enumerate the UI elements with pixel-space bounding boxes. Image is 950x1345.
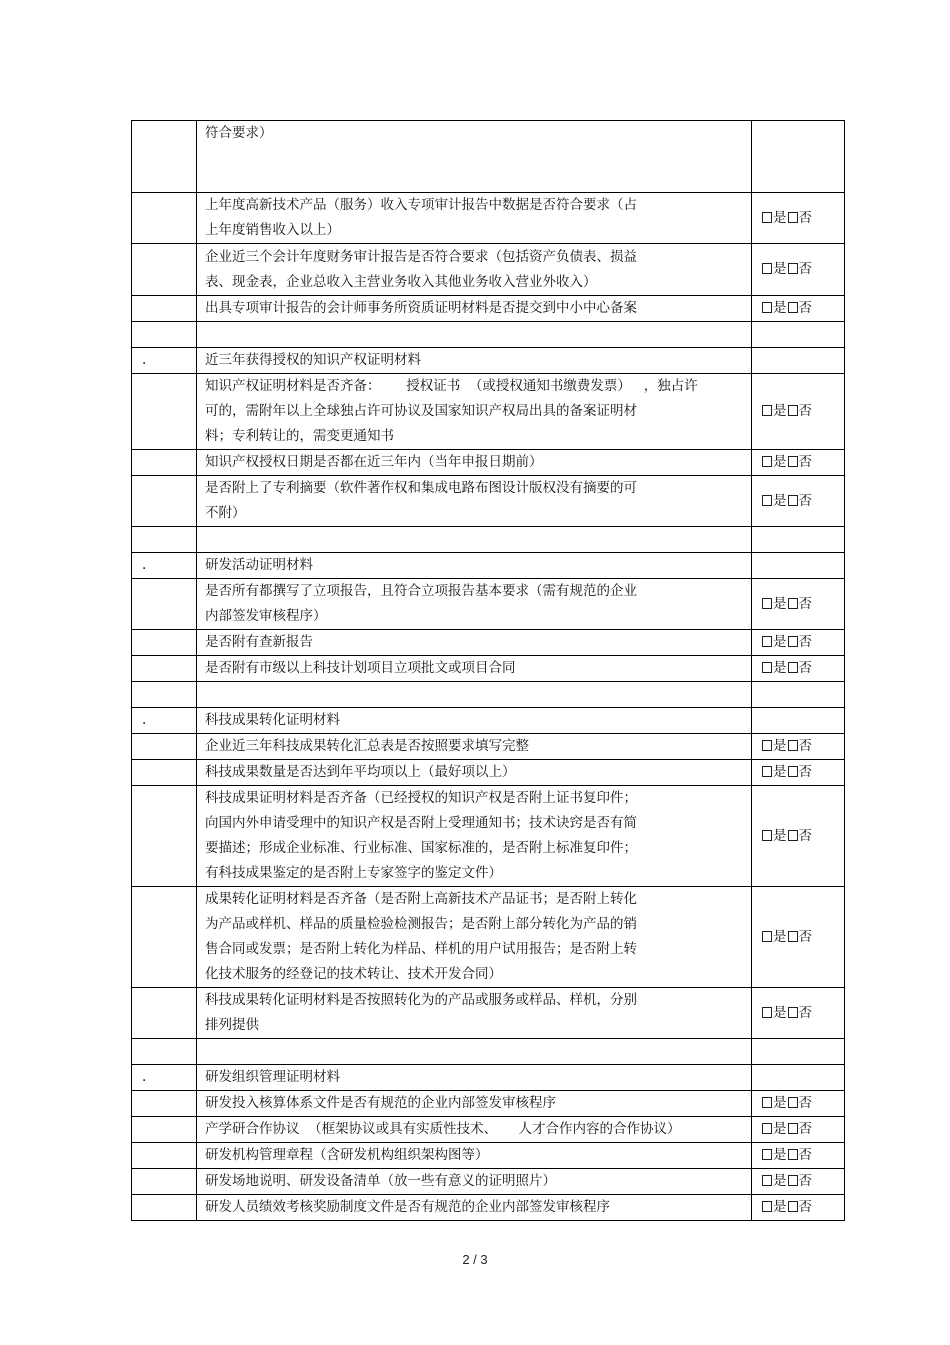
check-label-yes: 是 xyxy=(773,492,787,509)
check-label-yes: 是 xyxy=(773,1121,787,1137)
table-row xyxy=(132,988,845,1039)
check-label-no: 否 xyxy=(798,738,812,754)
check-label-no: 否 xyxy=(798,1199,812,1215)
checkbox-yes[interactable] xyxy=(762,1201,772,1212)
table-row xyxy=(132,786,845,887)
item-text xyxy=(197,1039,752,1065)
row-number-cell xyxy=(132,374,197,450)
checkbox-no[interactable] xyxy=(788,1201,798,1212)
row-number-cell xyxy=(132,296,197,322)
check-cell xyxy=(752,1117,845,1143)
check-label-yes: 是 xyxy=(773,827,787,844)
section-title: 科技成果转化证明材料 xyxy=(197,708,752,734)
section-title: 研发组织管理证明材料 xyxy=(197,1065,752,1091)
checkbox-no[interactable] xyxy=(788,598,798,609)
check-label-yes: 是 xyxy=(773,738,787,754)
check-label-no: 否 xyxy=(798,209,812,226)
check-label-yes: 是 xyxy=(773,1173,787,1189)
row-number-cell xyxy=(132,1169,197,1195)
check-label-no: 否 xyxy=(798,764,812,780)
item-text: 科技成果转化证明材料是否按照转化为的产品或服务或样品、样机，分别 排列提供 xyxy=(197,988,752,1039)
blank-row xyxy=(132,1039,845,1065)
item-text: 是否附上了专利摘要（软件著作权和集成电路布图设计版权没有摘要的可 不附） xyxy=(197,476,752,527)
row-number-cell xyxy=(132,450,197,476)
check-label-no: 否 xyxy=(798,595,812,612)
check-cell xyxy=(752,244,845,296)
check-label-no: 否 xyxy=(798,634,812,650)
table-row xyxy=(132,760,845,786)
check-cell xyxy=(752,988,845,1039)
row-number-cell xyxy=(132,1117,197,1143)
checkbox-yes[interactable] xyxy=(762,1149,772,1160)
row-number-cell xyxy=(132,734,197,760)
item-text: 是否附有市级以上科技计划项目立项批文或项目合同 xyxy=(197,656,752,682)
checkbox-yes[interactable] xyxy=(762,263,772,274)
check-cell xyxy=(752,1065,845,1091)
check-label-no: 否 xyxy=(798,454,812,470)
checkbox-no[interactable] xyxy=(788,302,798,313)
check-label-no: 否 xyxy=(798,261,812,277)
table-row xyxy=(132,1195,845,1221)
checklist-table xyxy=(131,120,845,1221)
checkbox-yes[interactable] xyxy=(762,830,772,841)
table-row xyxy=(132,734,845,760)
item-text: 成果转化证明材料是否齐备（是否附上高新技术产品证书；是否附上转化 为产品或样机、样品的质量检验检测报告；是否附上部分转化为产品的销 售合同或发票；是否附上转化为样品、样机的用户试用报告；是否附上转 化技术服务的经登记的技术转让、技术开发合同） xyxy=(197,887,752,988)
check-cell xyxy=(752,527,845,553)
checkbox-yes[interactable] xyxy=(762,1097,772,1108)
check-label-yes: 是 xyxy=(773,454,787,470)
row-number-cell xyxy=(132,682,197,708)
row-number-cell: . xyxy=(132,348,197,374)
checkbox-yes[interactable] xyxy=(762,456,772,467)
check-cell xyxy=(752,121,845,193)
checkbox-no[interactable] xyxy=(788,766,798,777)
item-text: 研发机构管理章程（含研发机构组织架构图等） xyxy=(197,1143,752,1169)
check-label-yes: 是 xyxy=(773,595,787,612)
table-row xyxy=(132,887,845,988)
item-text: 企业近三个会计年度财务审计报告是否符合要求（包括资产负债表、损益 表、现金表，企业总收入主营业务收入其他业务收入营业外收入） xyxy=(197,244,752,296)
check-cell xyxy=(752,322,845,348)
checkbox-yes[interactable] xyxy=(762,931,772,942)
section-title: 近三年获得授权的知识产权证明材料 xyxy=(197,348,752,374)
check-label-yes: 是 xyxy=(773,1199,787,1215)
row-number-cell xyxy=(132,579,197,630)
item-text xyxy=(197,322,752,348)
item-text: 是否所有都撰写了立项报告，且符合立项报告基本要求（需有规范的企业 内部签发审核程序） xyxy=(197,579,752,630)
checkbox-no[interactable] xyxy=(788,1123,798,1134)
check-cell xyxy=(752,348,845,374)
check-label-yes: 是 xyxy=(773,209,787,226)
table-row xyxy=(132,193,845,244)
check-cell xyxy=(752,708,845,734)
check-label-yes: 是 xyxy=(773,403,787,419)
check-cell xyxy=(752,1143,845,1169)
checkbox-yes[interactable] xyxy=(762,405,772,416)
checkbox-no[interactable] xyxy=(788,1149,798,1160)
checkbox-no[interactable] xyxy=(788,636,798,647)
section-title: 研发活动证明材料 xyxy=(197,553,752,579)
check-cell xyxy=(752,1195,845,1221)
section-row xyxy=(132,1065,845,1091)
item-text: 符合要求） xyxy=(197,121,752,193)
table-row xyxy=(132,1169,845,1195)
checkbox-yes[interactable] xyxy=(762,636,772,647)
checklist-body xyxy=(132,121,845,1221)
item-text: 知识产权证明材料是否齐备： 授权证书 （或授权通知书缴费发票） ，独占许 可的，需附年以上全球独占许可协议及国家知识产权局出具的备案证明材 料；专利转让的，需变更通知书 xyxy=(197,374,752,450)
page-number: 2 / 3 xyxy=(462,1252,488,1267)
row-number-cell xyxy=(132,1195,197,1221)
check-label-no: 否 xyxy=(798,1173,812,1189)
item-text xyxy=(197,527,752,553)
checkbox-no[interactable] xyxy=(788,263,798,274)
section-row xyxy=(132,348,845,374)
table-row xyxy=(132,1143,845,1169)
row-number-cell xyxy=(132,1143,197,1169)
check-label-yes: 是 xyxy=(773,300,787,316)
check-cell xyxy=(752,656,845,682)
check-cell xyxy=(752,760,845,786)
check-label-yes: 是 xyxy=(773,1004,787,1021)
row-number-cell xyxy=(132,244,197,296)
check-label-no: 否 xyxy=(798,1004,812,1021)
checkbox-yes[interactable] xyxy=(762,740,772,751)
table-row xyxy=(132,656,845,682)
row-number-cell xyxy=(132,630,197,656)
row-number-cell xyxy=(132,322,197,348)
table-row xyxy=(132,121,845,193)
checkbox-yes[interactable] xyxy=(762,302,772,313)
check-label-yes: 是 xyxy=(773,928,787,945)
checkbox-no[interactable] xyxy=(788,405,798,416)
checkbox-no[interactable] xyxy=(788,830,798,841)
checkbox-no[interactable] xyxy=(788,740,798,751)
table-row xyxy=(132,296,845,322)
row-number-cell xyxy=(132,988,197,1039)
row-number-cell xyxy=(132,887,197,988)
check-label-yes: 是 xyxy=(773,660,787,676)
checkbox-no[interactable] xyxy=(788,1007,798,1018)
item-text: 研发投入核算体系文件是否有规范的企业内部签发审核程序 xyxy=(197,1091,752,1117)
checkbox-yes[interactable] xyxy=(762,212,772,223)
check-cell xyxy=(752,579,845,630)
check-label-no: 否 xyxy=(798,300,812,316)
row-number-cell xyxy=(132,760,197,786)
check-cell xyxy=(752,786,845,887)
check-label-no: 否 xyxy=(798,660,812,676)
item-text: 出具专项审计报告的会计师事务所资质证明材料是否提交到中小中心备案 xyxy=(197,296,752,322)
item-text: 研发人员绩效考核奖励制度文件是否有规范的企业内部签发审核程序 xyxy=(197,1195,752,1221)
blank-row xyxy=(132,322,845,348)
row-number-cell: . xyxy=(132,553,197,579)
check-label-yes: 是 xyxy=(773,1147,787,1163)
blank-row xyxy=(132,682,845,708)
check-cell xyxy=(752,553,845,579)
row-number-cell xyxy=(132,1091,197,1117)
check-cell xyxy=(752,734,845,760)
check-label-no: 否 xyxy=(798,492,812,509)
table-row xyxy=(132,1091,845,1117)
row-number-cell xyxy=(132,786,197,887)
check-cell xyxy=(752,630,845,656)
check-cell xyxy=(752,682,845,708)
row-number-cell xyxy=(132,121,197,193)
check-label-no: 否 xyxy=(798,928,812,945)
checkbox-no[interactable] xyxy=(788,662,798,673)
row-number-cell xyxy=(132,656,197,682)
checkbox-no[interactable] xyxy=(788,495,798,506)
item-text: 是否附有查新报告 xyxy=(197,630,752,656)
row-number-cell xyxy=(132,527,197,553)
checkbox-yes[interactable] xyxy=(762,598,772,609)
check-cell xyxy=(752,887,845,988)
table-row xyxy=(132,450,845,476)
checkbox-no[interactable] xyxy=(788,456,798,467)
item-text: 科技成果数量是否达到年平均项以上（最好项以上） xyxy=(197,760,752,786)
check-label-no: 否 xyxy=(798,403,812,419)
check-label-no: 否 xyxy=(798,827,812,844)
row-number-cell: . xyxy=(132,1065,197,1091)
row-number-cell: . xyxy=(132,708,197,734)
check-label-no: 否 xyxy=(798,1095,812,1111)
blank-row xyxy=(132,527,845,553)
check-label-yes: 是 xyxy=(773,261,787,277)
item-text: 研发场地说明、研发设备清单（放一些有意义的证明照片） xyxy=(197,1169,752,1195)
checkbox-yes[interactable] xyxy=(762,662,772,673)
check-label-yes: 是 xyxy=(773,1095,787,1111)
checkbox-no[interactable] xyxy=(788,212,798,223)
item-text: 产学研合作协议 （框架协议或具有实质性技术、 人才合作内容的合作协议） xyxy=(197,1117,752,1143)
check-cell xyxy=(752,1091,845,1117)
table-row xyxy=(132,579,845,630)
check-label-no: 否 xyxy=(798,1121,812,1137)
row-number-cell xyxy=(132,193,197,244)
checkbox-no[interactable] xyxy=(788,931,798,942)
check-label-yes: 是 xyxy=(773,764,787,780)
row-number-cell xyxy=(132,476,197,527)
item-text: 上年度高新技术产品（服务）收入专项审计报告中数据是否符合要求（占 上年度销售收入以上） xyxy=(197,193,752,244)
section-row xyxy=(132,553,845,579)
check-cell xyxy=(752,1039,845,1065)
table-row xyxy=(132,374,845,450)
check-cell xyxy=(752,1169,845,1195)
check-cell xyxy=(752,296,845,322)
checkbox-yes[interactable] xyxy=(762,495,772,506)
checkbox-yes[interactable] xyxy=(762,766,772,777)
item-text: 知识产权授权日期是否都在近三年内（当年申报日期前） xyxy=(197,450,752,476)
item-text: 企业近三年科技成果转化汇总表是否按照要求填写完整 xyxy=(197,734,752,760)
check-cell xyxy=(752,374,845,450)
check-label-yes: 是 xyxy=(773,634,787,650)
checkbox-yes[interactable] xyxy=(762,1123,772,1134)
check-cell xyxy=(752,193,845,244)
table-row xyxy=(132,1117,845,1143)
table-row xyxy=(132,476,845,527)
checkbox-yes[interactable] xyxy=(762,1007,772,1018)
section-row xyxy=(132,708,845,734)
item-text xyxy=(197,682,752,708)
table-row xyxy=(132,244,845,296)
row-number-cell xyxy=(132,1039,197,1065)
checkbox-no[interactable] xyxy=(788,1097,798,1108)
check-cell xyxy=(752,450,845,476)
check-label-no: 否 xyxy=(798,1147,812,1163)
check-cell xyxy=(752,476,845,527)
checkbox-no[interactable] xyxy=(788,1175,798,1186)
item-text: 科技成果证明材料是否齐备（已经授权的知识产权是否附上证书复印件； 向国内外申请受理中的知识产权是否附上受理通知书；技术诀窍是否有简 要描述；形成企业标准、行业标准、国家标准的，是否附上标准复印件； 有科技成果鉴定的是否附上专家签字的鉴定文件） xyxy=(197,786,752,887)
checkbox-yes[interactable] xyxy=(762,1175,772,1186)
table-row xyxy=(132,630,845,656)
